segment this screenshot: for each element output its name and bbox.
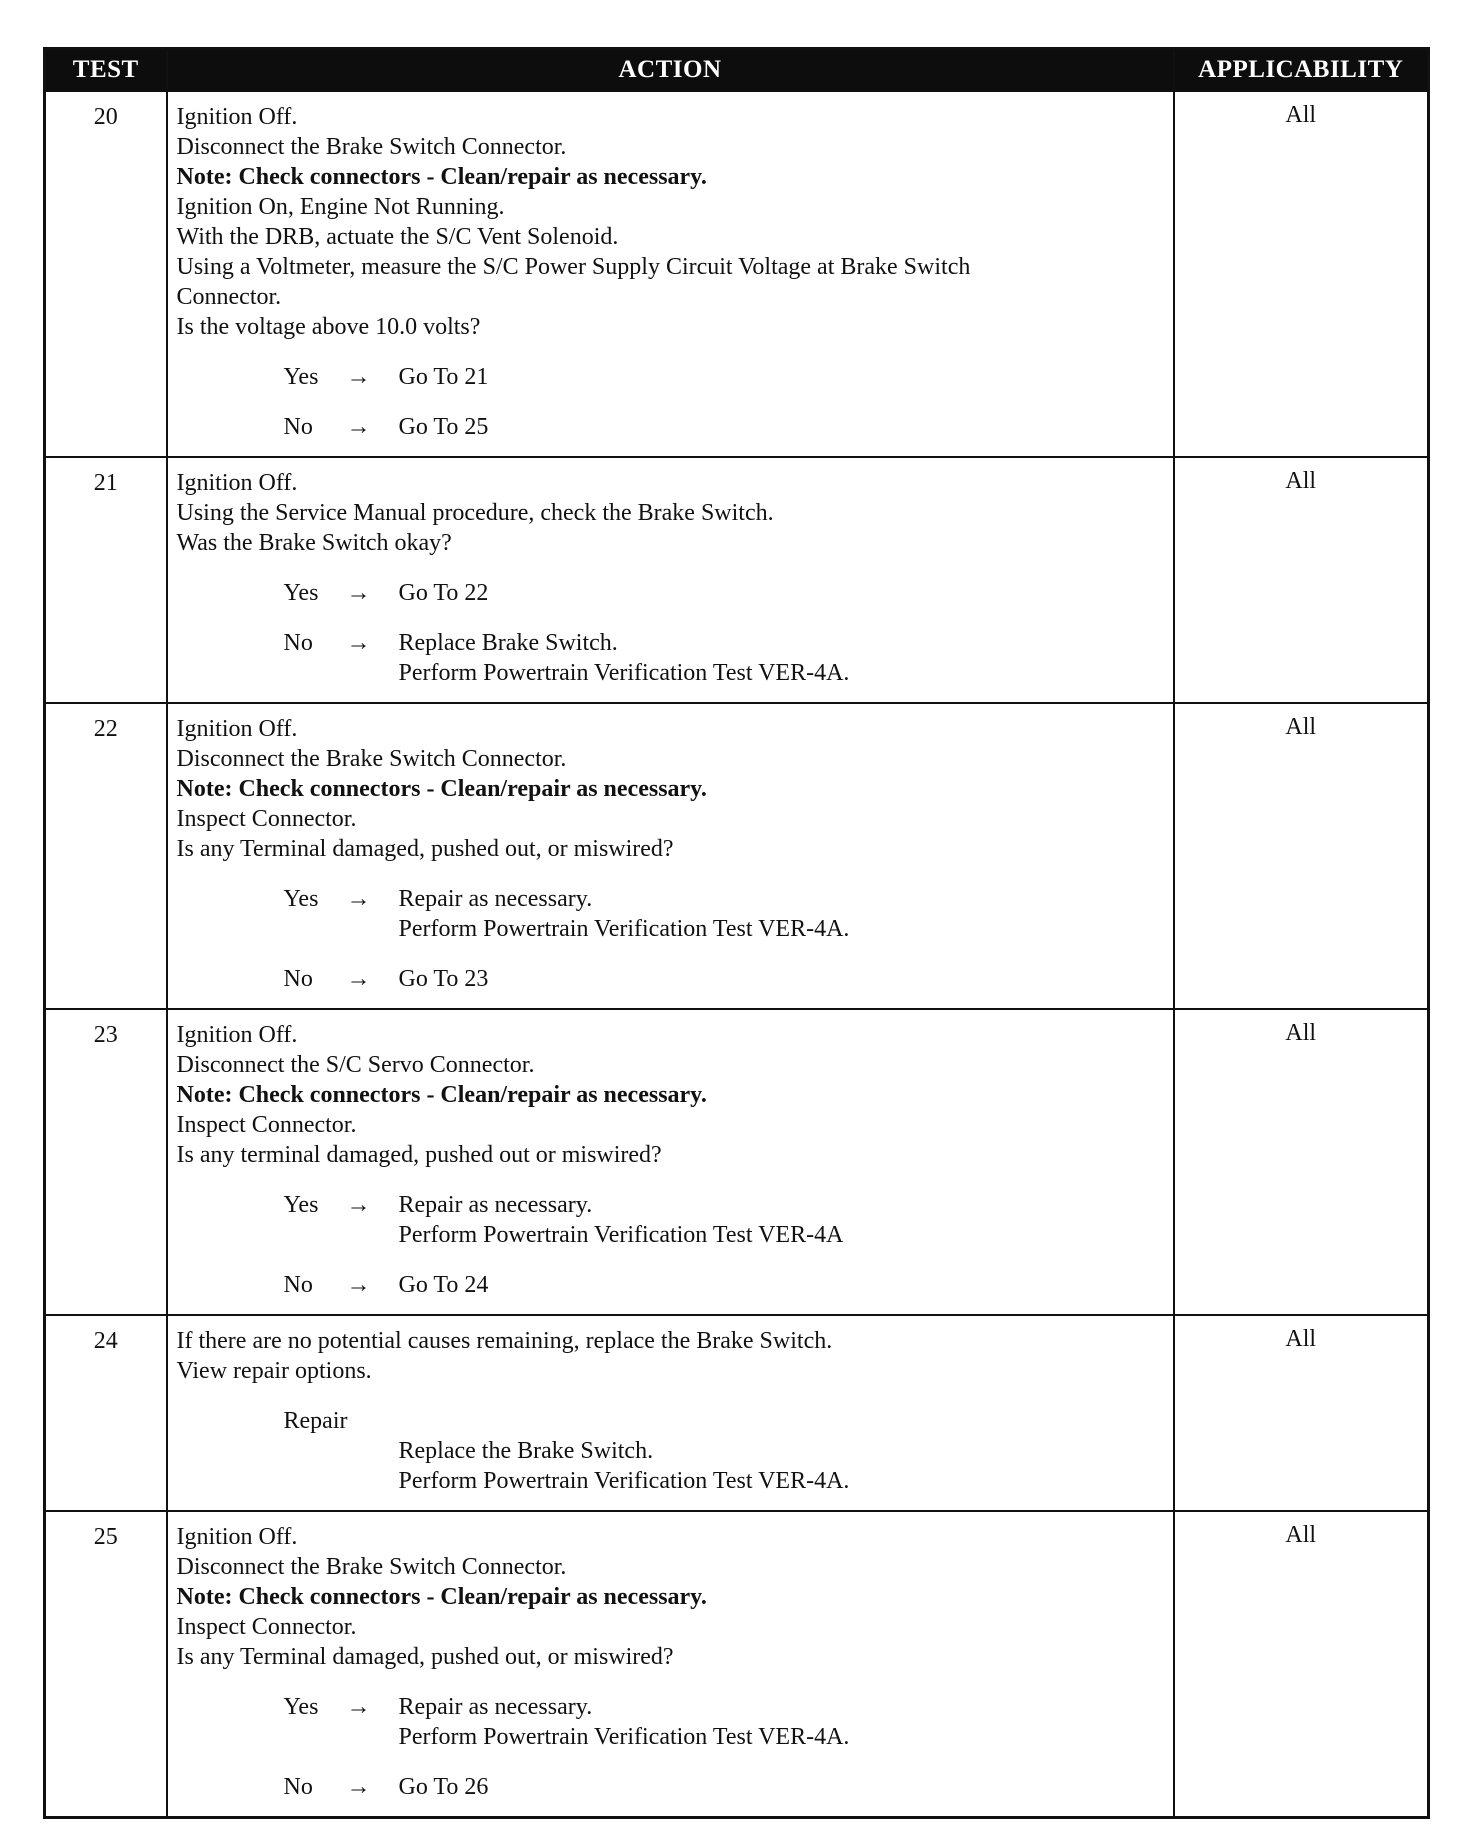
outcome-action-line: Repair as necessary. (398, 886, 593, 912)
action-step: Connector. (176, 284, 282, 310)
outcome-action (399, 412, 489, 442)
outcome-list (177, 884, 1169, 994)
outcome-action (399, 1772, 489, 1802)
repair-step: Perform Powertrain Verification Test VER-4A. (398, 1468, 850, 1494)
repair-step: Replace the Brake Switch. (398, 1438, 654, 1464)
outcome-yes (177, 1190, 1169, 1250)
outcome-action-line: Perform Powertrain Verification Test VER-4A (398, 1222, 844, 1248)
table-row (45, 703, 1429, 1009)
action-step: Disconnect the Brake Switch Connector. (176, 1554, 567, 1580)
arrow-right-icon: → (346, 966, 371, 992)
outcome-yes (177, 884, 1169, 944)
arrow-right-icon: → (346, 1694, 371, 1720)
applicability-value: All (1174, 703, 1429, 1009)
table-row (45, 457, 1429, 703)
outcome-yes (177, 362, 1169, 392)
action-note: Note: Check connectors - Clean/repair as necessary. (176, 1584, 707, 1610)
arrow-right-icon: → (346, 886, 371, 912)
action-step: Ignition On, Engine Not Running. (176, 194, 505, 220)
action-step: Was the Brake Switch okay? (176, 530, 452, 556)
test-number: 23 (45, 1009, 167, 1315)
header-applicability: APPLICABILITY (1174, 49, 1429, 92)
test-number: 21 (45, 457, 167, 703)
action-step: Ignition Off. (176, 716, 298, 742)
outcome-action-line: Go To 25 (398, 414, 489, 440)
action-step: Using the Service Manual procedure, check the Brake Switch. (176, 500, 774, 526)
outcome-list (177, 362, 1169, 442)
action-step: Using a Voltmeter, measure the S/C Power Supply Circuit Voltage at Brake Switch (176, 254, 971, 280)
outcome-action-line: Perform Powertrain Verification Test VER-4A. (398, 1724, 850, 1750)
action-note: Note: Check connectors - Clean/repair as necessary. (176, 164, 707, 190)
outcome-label: No (283, 1272, 313, 1298)
header-test: TEST (45, 49, 167, 92)
outcome-label: Yes (283, 1192, 319, 1218)
test-number: 25 (45, 1511, 167, 1818)
table-row (45, 1009, 1429, 1315)
outcome-action-line: Perform Powertrain Verification Test VER-4A. (398, 660, 850, 686)
action-note: Note: Check connectors - Clean/repair as necessary. (176, 776, 707, 802)
action-step: Is any terminal damaged, pushed out or miswired? (176, 1142, 662, 1168)
action-step: Inspect Connector. (176, 1614, 357, 1640)
action-cell (167, 457, 1174, 703)
outcome-action-line: Go To 21 (398, 364, 489, 390)
outcome-no (177, 628, 1169, 688)
applicability-value: All (1174, 457, 1429, 703)
action-step: If there are no potential causes remaining, replace the Brake Switch. (176, 1328, 833, 1354)
action-note: Note: Check connectors - Clean/repair as necessary. (176, 1082, 707, 1108)
outcome-action-line: Repair as necessary. (398, 1694, 593, 1720)
action-cell (167, 703, 1174, 1009)
action-step: Ignition Off. (176, 1022, 298, 1048)
outcome-label: No (283, 1774, 313, 1800)
action-step: Ignition Off. (176, 1524, 298, 1550)
test-number: 22 (45, 703, 167, 1009)
table-row (45, 1315, 1429, 1511)
outcome-action (399, 964, 489, 994)
outcome-list (177, 1190, 1169, 1300)
action-cell (167, 1511, 1174, 1818)
action-step: Disconnect the S/C Servo Connector. (176, 1052, 535, 1078)
arrow-right-icon: → (346, 1192, 371, 1218)
repair-options (177, 1406, 1169, 1496)
arrow-right-icon: → (346, 364, 371, 390)
outcome-action (399, 1692, 850, 1752)
action-cell (167, 91, 1174, 457)
action-step: Inspect Connector. (176, 1112, 357, 1138)
action-cell (167, 1315, 1174, 1511)
diagnostic-test-table (43, 47, 1430, 1819)
applicability-value: All (1174, 91, 1429, 457)
action-step: Inspect Connector. (176, 806, 357, 832)
action-cell (167, 1009, 1174, 1315)
outcome-no (177, 1270, 1169, 1300)
action-step: View repair options. (176, 1358, 372, 1384)
outcome-label: Yes (283, 364, 319, 390)
outcome-label: No (283, 630, 313, 656)
table-row (45, 1511, 1429, 1818)
action-step: Is any Terminal damaged, pushed out, or miswired? (176, 836, 674, 862)
arrow-right-icon: → (346, 1774, 371, 1800)
applicability-value: All (1174, 1315, 1429, 1511)
action-step: Is any Terminal damaged, pushed out, or miswired? (176, 1644, 674, 1670)
outcome-yes (177, 1692, 1169, 1752)
outcome-action (399, 884, 850, 944)
header-row (45, 49, 1429, 92)
outcome-action-line: Go To 24 (398, 1272, 489, 1298)
outcome-action-line: Replace Brake Switch. (398, 630, 618, 656)
outcome-label: Yes (283, 580, 319, 606)
outcome-action (399, 362, 489, 392)
outcome-label: No (283, 414, 313, 440)
action-step: Ignition Off. (176, 104, 298, 130)
action-step: Disconnect the Brake Switch Connector. (176, 134, 567, 160)
table-body (45, 91, 1429, 1818)
arrow-right-icon: → (346, 580, 371, 606)
test-number: 20 (45, 91, 167, 457)
applicability-value: All (1174, 1511, 1429, 1818)
test-number: 24 (45, 1315, 167, 1511)
outcome-no (177, 1772, 1169, 1802)
outcome-list (177, 578, 1169, 688)
arrow-right-icon: → (346, 630, 371, 656)
action-step: Is the voltage above 10.0 volts? (176, 314, 481, 340)
action-step: With the DRB, actuate the S/C Vent Solenoid. (176, 224, 619, 250)
outcome-action (399, 578, 489, 608)
table-row (45, 91, 1429, 457)
outcome-list (177, 1692, 1169, 1802)
outcome-action-line: Repair as necessary. (398, 1192, 593, 1218)
outcome-action (399, 1270, 489, 1300)
outcome-action (399, 1190, 844, 1250)
outcome-label: Yes (283, 886, 319, 912)
repair-label: Repair (283, 1408, 348, 1434)
header-action: ACTION (167, 49, 1174, 92)
arrow-right-icon: → (346, 1272, 371, 1298)
outcome-no (177, 964, 1169, 994)
outcome-no (177, 412, 1169, 442)
outcome-label: Yes (283, 1694, 319, 1720)
outcome-action-line: Perform Powertrain Verification Test VER-4A. (398, 916, 850, 942)
action-step: Disconnect the Brake Switch Connector. (176, 746, 567, 772)
outcome-action (399, 628, 850, 688)
outcome-yes (177, 578, 1169, 608)
outcome-action-line: Go To 22 (398, 580, 489, 606)
arrow-right-icon: → (346, 414, 371, 440)
repair-steps (399, 1436, 1169, 1496)
action-step: Ignition Off. (176, 470, 298, 496)
outcome-label: No (283, 966, 313, 992)
applicability-value: All (1174, 1009, 1429, 1315)
outcome-action-line: Go To 26 (398, 1774, 489, 1800)
outcome-action-line: Go To 23 (398, 966, 489, 992)
